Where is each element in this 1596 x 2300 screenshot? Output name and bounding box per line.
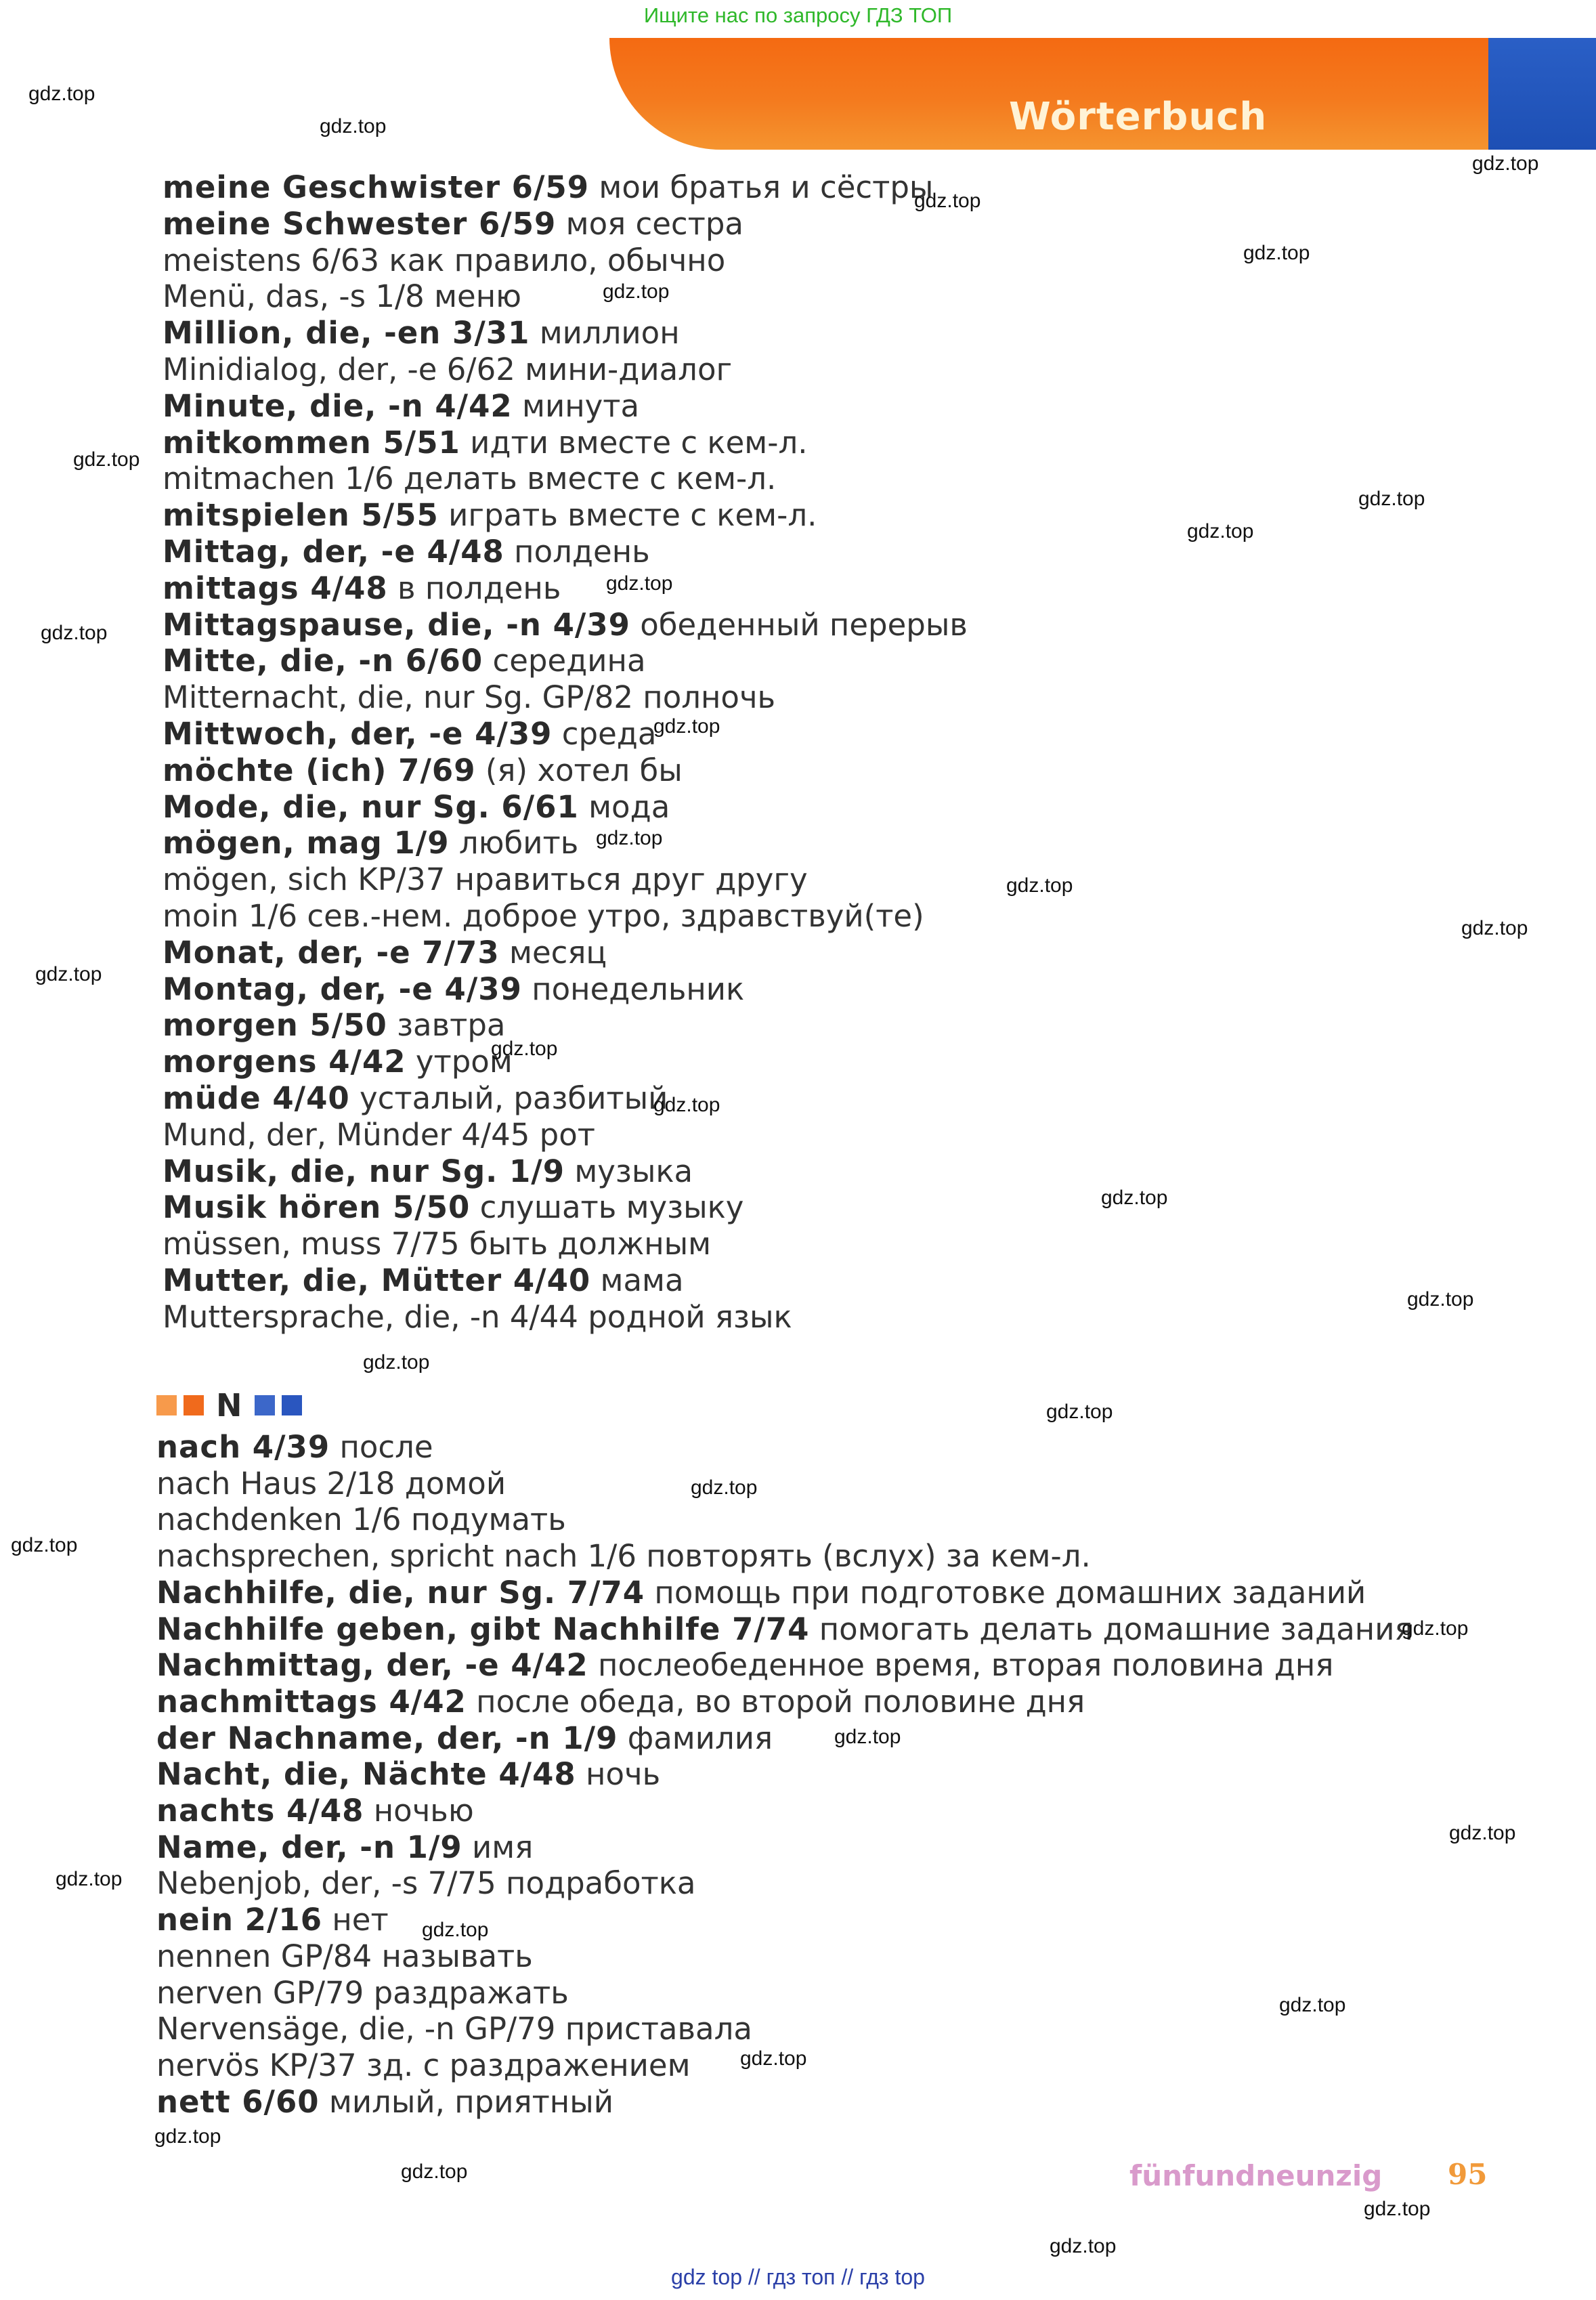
watermark-text: gdz.top <box>740 2047 807 2070</box>
watermark-text: gdz.top <box>606 572 673 595</box>
page-number-word: fünfundneunzig <box>1129 2159 1383 2192</box>
entry-translation: ночь <box>576 1756 661 1793</box>
dictionary-entry <box>163 861 808 898</box>
watermark-text: gdz.top <box>1402 1617 1469 1640</box>
dictionary-entry <box>156 1466 506 1502</box>
page-number: 95 <box>1448 2158 1488 2191</box>
watermark-text: gdz.top <box>320 115 387 137</box>
section-square-icon <box>282 1395 302 1415</box>
entry-translation: нет <box>322 1902 389 1938</box>
dictionary-entry <box>163 169 933 206</box>
entry-translation: середина <box>483 643 646 679</box>
entry-headword: meine Geschwister 6/59 <box>163 169 590 205</box>
entry-headword: nachts 4/48 <box>156 1793 364 1829</box>
entry-translation: понедельник <box>521 971 745 1007</box>
dictionary-entry <box>163 643 646 679</box>
entry-translation: Nebenjob, der, -s 7/75 подработка <box>156 1865 696 1902</box>
dictionary-entry <box>163 935 607 971</box>
entry-headword: der Nachname, der, -n 1/9 <box>156 1720 618 1756</box>
watermark-text: gdz.top <box>1006 874 1073 897</box>
entry-translation: играть вместе с кем-л. <box>438 497 817 534</box>
dictionary-entry <box>156 1938 533 1975</box>
dictionary-entry <box>163 1080 668 1117</box>
dictionary-entry <box>163 1262 684 1299</box>
entry-headword: Million, die, -en 3/31 <box>163 315 530 352</box>
dictionary-entry <box>156 1829 533 1866</box>
watermark-text: gdz.top <box>491 1038 558 1060</box>
entry-headword: nach 4/39 <box>156 1429 330 1465</box>
dictionary-entry <box>163 607 968 643</box>
entry-translation: после <box>330 1429 433 1465</box>
section-square-icon <box>156 1395 177 1415</box>
watermark-text: gdz.top <box>154 2125 221 2148</box>
entry-translation: müssen, muss 7/75 быть должным <box>163 1226 712 1262</box>
watermark-text: gdz.top <box>422 1919 489 1941</box>
watermark-text: gdz.top <box>691 1476 758 1499</box>
entry-translation: nennen GP/84 называть <box>156 1938 533 1974</box>
entry-headword: mitkommen 5/51 <box>163 424 460 461</box>
entry-translation: Muttersprache, die, -n 4/44 родной язык <box>163 1298 792 1335</box>
dictionary-entry <box>156 1902 389 1938</box>
dictionary-entry <box>163 278 521 315</box>
dictionary-entry <box>156 1502 566 1538</box>
dictionary-entry <box>163 425 808 461</box>
entry-headword: Nachmittag, der, -e 4/42 <box>156 1647 588 1684</box>
entry-translation: месяц <box>499 934 607 971</box>
watermark-text: gdz.top <box>653 715 720 738</box>
dictionary-entry <box>163 1044 513 1080</box>
watermark-text: gdz.top <box>1461 917 1528 939</box>
entry-translation: фамилия <box>618 1720 773 1756</box>
watermark-text: gdz.top <box>11 1534 78 1556</box>
entry-headword: Mutter, die, Mütter 4/40 <box>163 1262 591 1298</box>
watermark-text: gdz.top <box>41 622 108 644</box>
dictionary-entry <box>163 898 924 935</box>
entry-translation: mitmachen 1/6 делать вместе с кем-л. <box>163 461 777 497</box>
watermark-text: gdz.top <box>56 1868 123 1890</box>
dictionary-entry <box>156 1684 1085 1720</box>
entry-translation: имя <box>462 1829 534 1865</box>
watermark-text: gdz.top <box>914 190 981 212</box>
entry-translation: милый, приятный <box>319 2083 613 2120</box>
entry-translation: обеденный перерыв <box>630 606 968 643</box>
dictionary-entry <box>163 679 775 716</box>
dictionary-entry <box>156 1720 773 1757</box>
entry-headword: morgens 4/42 <box>163 1044 406 1080</box>
dictionary-entry <box>156 2084 613 2121</box>
watermark-text: gdz.top <box>1364 2198 1431 2220</box>
entry-headword: Mitte, die, -n 6/60 <box>163 643 483 679</box>
watermark-text: gdz.top <box>1279 1994 1346 2016</box>
dictionary-entry <box>163 971 744 1008</box>
entry-translation: в полдень <box>387 570 561 606</box>
section-header-n <box>156 1388 302 1422</box>
dictionary-entry <box>163 570 561 607</box>
dictionary-entry <box>163 1007 506 1044</box>
watermark-text: gdz.top <box>603 280 670 303</box>
entry-headword: meine Schwester 6/59 <box>163 205 557 242</box>
dictionary-entry <box>163 1299 792 1336</box>
entry-translation: слушать музыку <box>470 1189 744 1226</box>
entry-headword: Montag, der, -e 4/39 <box>163 971 522 1007</box>
dictionary-entry <box>163 1189 743 1226</box>
dictionary-entry <box>156 1538 1091 1575</box>
dictionary-entry <box>163 825 578 861</box>
entry-translation: мама <box>590 1262 684 1298</box>
watermark-text: gdz.top <box>1449 1822 1516 1844</box>
dictionary-entry <box>163 716 656 752</box>
entry-translation: среда <box>552 716 657 752</box>
watermark-text: gdz.top <box>28 83 95 105</box>
entry-translation: ночью <box>364 1793 474 1829</box>
watermark-text: gdz.top <box>1407 1288 1474 1311</box>
entry-headword: mittags 4/48 <box>163 570 388 606</box>
entry-translation: усталый, разбитый <box>349 1080 668 1116</box>
dictionary-entry <box>156 1756 660 1793</box>
entry-translation: Mitternacht, die, nur Sg. GP/82 полночь <box>163 679 776 716</box>
watermark-text: gdz.top <box>653 1094 720 1116</box>
watermark-text: gdz.top <box>1187 520 1254 542</box>
dictionary-entry <box>163 1117 595 1153</box>
entry-translation: nerven GP/79 раздражать <box>156 1974 569 2011</box>
entry-translation: послеобеденное время, вторая половина дня <box>588 1647 1334 1684</box>
entry-headword: Name, der, -n 1/9 <box>156 1829 462 1865</box>
section-square-icon <box>255 1395 275 1415</box>
dictionary-entry <box>156 1975 569 2011</box>
watermark-text: gdz.top <box>596 827 663 849</box>
entry-headword: mögen, mag 1/9 <box>163 825 450 861</box>
entry-headword: morgen 5/50 <box>163 1007 387 1044</box>
entry-translation: минута <box>512 387 640 424</box>
dictionary-entry <box>156 1575 1366 1611</box>
entry-translation: nervös KP/37 зд. с раздражением <box>156 2047 691 2083</box>
entry-translation: moin 1/6 сев.-нем. доброе утро, здравствуй(те) <box>163 898 924 934</box>
entry-headword: nett 6/60 <box>156 2083 320 2120</box>
dictionary-entry <box>163 315 680 352</box>
entry-translation: nach Haus 2/18 домой <box>156 1465 506 1502</box>
dictionary-entry <box>156 1865 696 1902</box>
entry-translation: Mund, der, Münder 4/45 рот <box>163 1116 595 1153</box>
dictionary-entry <box>156 2011 752 2047</box>
watermark-text: gdz.top <box>834 1726 901 1748</box>
dictionary-entry <box>163 206 743 242</box>
entry-translation: nachsprechen, spricht nach 1/6 повторять (вслух) за кем-л. <box>156 1538 1091 1575</box>
watermark-text: gdz.top <box>73 448 140 471</box>
page-title: Wörterbuch <box>1009 95 1268 139</box>
entry-headword: Mittwoch, der, -e 4/39 <box>163 716 553 752</box>
entry-translation: мода <box>578 788 670 825</box>
entry-headword: Mittag, der, -e 4/48 <box>163 534 504 570</box>
entry-headword: mitspielen 5/55 <box>163 497 439 534</box>
entry-headword: nachmittags 4/42 <box>156 1683 467 1720</box>
entry-headword: müde 4/40 <box>163 1080 350 1116</box>
dictionary-entry <box>163 352 732 388</box>
dictionary-entry <box>163 752 683 789</box>
entry-translation: Nervensäge, die, -n GP/79 приставала <box>156 2011 752 2047</box>
entry-translation: meistens 6/63 как правило, обычно <box>163 242 726 278</box>
dictionary-entry <box>156 1647 1333 1684</box>
entry-headword: Mode, die, nur Sg. 6/61 <box>163 788 579 825</box>
dictionary-entry <box>156 1793 474 1829</box>
entry-translation: миллион <box>530 315 680 352</box>
entry-headword: möchte (ich) 7/69 <box>163 752 476 788</box>
entry-translation: музыка <box>565 1153 693 1189</box>
entry-headword: Monat, der, -e 7/73 <box>163 934 500 971</box>
watermark-text: gdz.top <box>1050 2235 1117 2257</box>
entry-headword: Nacht, die, Nächte 4/48 <box>156 1756 576 1793</box>
dictionary-entry <box>163 534 650 570</box>
entry-translation: помогать делать домашние задания <box>809 1611 1413 1647</box>
dictionary-entry <box>163 789 670 826</box>
entry-translation: завтра <box>387 1007 506 1044</box>
dictionary-entry <box>163 388 639 425</box>
section-letter: N <box>216 1387 242 1424</box>
header-accent-block <box>1488 38 1596 150</box>
entry-translation: полдень <box>504 534 650 570</box>
entry-headword: Minute, die, -n 4/42 <box>163 387 513 424</box>
entry-headword: Mittagspause, die, -n 4/39 <box>163 606 630 643</box>
watermark-text: gdz.top <box>1046 1401 1113 1423</box>
bottom-links[interactable]: gdz top // гдз топ // гдз top <box>671 2265 925 2289</box>
entry-translation: nachdenken 1/6 подумать <box>156 1502 566 1538</box>
entry-headword: Musik hören 5/50 <box>163 1189 471 1226</box>
dictionary-entry <box>163 1153 693 1190</box>
dictionary-entry <box>156 1611 1413 1648</box>
entry-translation: Minidialog, der, -e 6/62 мини-диалог <box>163 352 733 387</box>
watermark-text: gdz.top <box>1358 488 1425 510</box>
entry-translation: помощь при подготовке домашних заданий <box>645 1574 1366 1611</box>
dictionary-entry <box>156 2047 691 2084</box>
section-square-icon <box>184 1395 204 1415</box>
entry-headword: Nachhilfe geben, gibt Nachhilfe 7/74 <box>156 1611 810 1647</box>
entry-translation: любить <box>449 825 579 861</box>
dictionary-entry <box>163 1226 711 1262</box>
dictionary-entry <box>163 461 776 497</box>
entry-translation: мои братья и сёстры <box>589 169 934 205</box>
entry-headword: Musik, die, nur Sg. 1/9 <box>163 1153 565 1189</box>
watermark-text: gdz.top <box>1243 242 1310 264</box>
dictionary-entry <box>163 497 817 534</box>
entry-headword: Nachhilfe, die, nur Sg. 7/74 <box>156 1574 645 1611</box>
entry-translation: утром <box>406 1044 513 1080</box>
entry-translation: после обеда, во второй половине дня <box>466 1683 1085 1720</box>
entry-translation: (я) хотел бы <box>475 752 683 788</box>
entry-translation: моя сестра <box>556 205 744 242</box>
entry-translation: mögen, sich KP/37 нравиться друг другу <box>163 861 808 898</box>
dictionary-entry <box>156 1429 433 1466</box>
watermark-text: gdz.top <box>1101 1187 1168 1209</box>
dictionary-entry <box>163 242 725 279</box>
entry-translation: Menü, das, -s 1/8 меню <box>163 278 522 315</box>
watermark-text: gdz.top <box>1472 152 1539 175</box>
watermark-text: gdz.top <box>35 963 102 985</box>
watermark-text: gdz.top <box>401 2160 468 2183</box>
search-hint-banner: Ищите нас по запросу ГДЗ ТОП <box>643 3 953 27</box>
watermark-text: gdz.top <box>363 1351 430 1373</box>
entry-translation: идти вместе с кем-л. <box>460 424 808 461</box>
entry-headword: nein 2/16 <box>156 1902 323 1938</box>
